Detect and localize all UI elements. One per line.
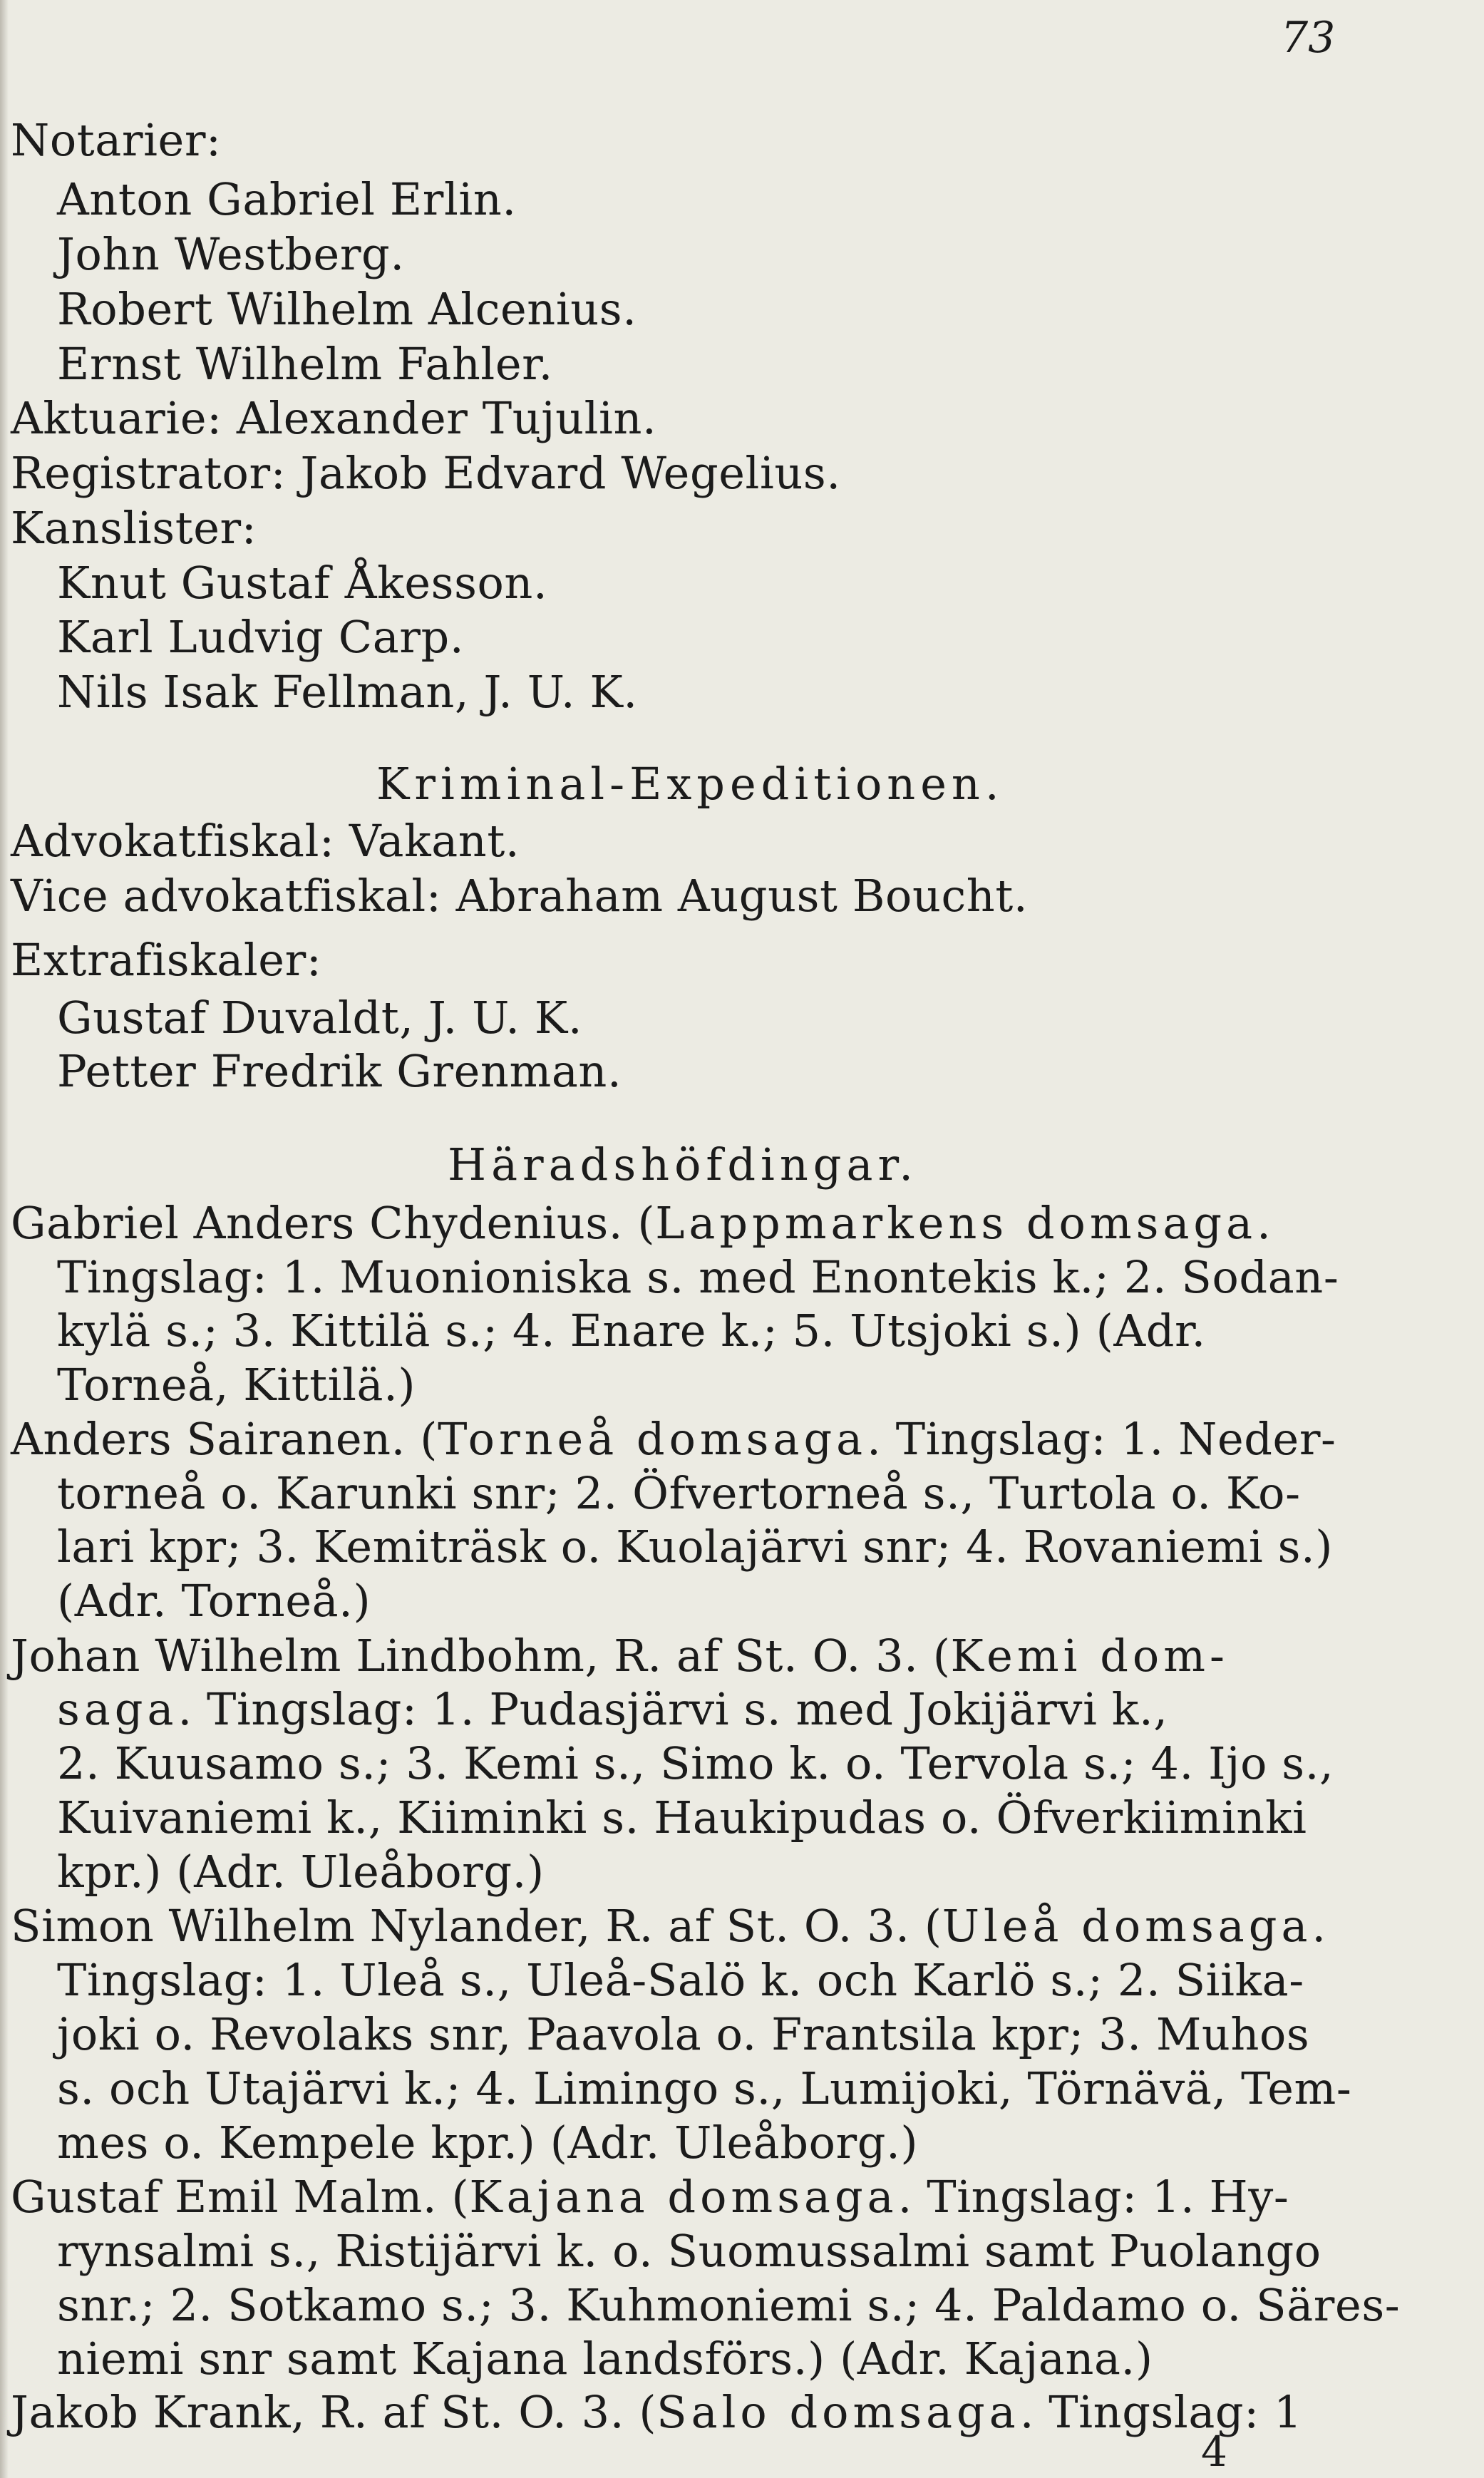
entry-line <box>11 1198 1271 1249</box>
notarier-name: Anton Gabriel Erlin. <box>57 173 517 225</box>
entry-text: Anders Sairanen. ( <box>11 1413 438 1465</box>
entry-line: Tingslag: 1. Muonioniska s. med Enontekis k.; 2. Sodan- <box>57 1251 1339 1303</box>
extrafiskaler-label: Extrafiskaler: <box>11 934 322 986</box>
entry-line: s. och Utajärvi k.; 4. Limingo s., Lumijoki, Törnävä, Tem- <box>57 2062 1352 2114</box>
kanslister-label: Kanslister: <box>11 502 257 554</box>
entry-line: niemi snr samt Kajana landsförs.) (Adr. Kajana.) <box>57 2333 1153 2385</box>
entry-line: torneå o. Karunki snr; 2. Öfvertorneå s., Turtola o. Ko- <box>57 1467 1301 1519</box>
entry-line <box>11 1901 1326 1952</box>
kanslister-name: Knut Gustaf Åkesson. <box>57 557 548 609</box>
haradshofdingar-heading: Häradshöfdingar. <box>448 1138 918 1191</box>
entry-line: lari kpr; 3. Kemiträsk o. Kuolajärvi snr; 4. Rovaniemi s.) <box>57 1521 1334 1573</box>
domsaga-name: Torneå domsaga <box>438 1413 867 1465</box>
entry-line <box>57 1684 1168 1735</box>
kanslister-name: Nils Isak Fellman, J. U. K. <box>57 666 638 718</box>
entry-line: snr.; 2. Sotkamo s.; 3. Kuhmoniemi s.; 4. Paldamo o. Säres- <box>57 2279 1401 2331</box>
entry-line: Tingslag: 1. Uleå s., Uleå-Salö k. och Karlö s.; 2. Siika- <box>57 1954 1304 2006</box>
entry-line <box>11 1414 1336 1465</box>
entry-text: Gustaf Emil Malm. ( <box>11 2171 470 2223</box>
extrafiskal-name: Gustaf Duvaldt, J. U. K. <box>57 992 583 1044</box>
registrator-line: Registrator: Jakob Edvard Wegelius. <box>11 447 841 499</box>
domsaga-name: Lappmarkens domsaga <box>655 1197 1257 1249</box>
entry-text: . Tingslag: 1. Neder- <box>867 1413 1336 1465</box>
aktuarie-line: Aktuarie: Alexander Tujulin. <box>11 392 657 444</box>
domsaga-name: Kemi dom- <box>950 1630 1229 1682</box>
notarier-name: John Westberg. <box>57 228 405 280</box>
entry-line: rynsalmi s., Ristijärvi k. o. Suomussalmi samt Puolango <box>57 2225 1321 2277</box>
signature-mark: 4 <box>1201 2427 1227 2476</box>
entry-line: kpr.) (Adr. Uleåborg.) <box>57 1846 545 1898</box>
page-binding-shadow <box>0 0 9 2478</box>
entry-line: joki o. Revolaks snr, Paavola o. Frantsila kpr; 3. Muhos <box>57 2008 1310 2060</box>
extrafiskal-name: Petter Fredrik Grenman. <box>57 1045 622 1097</box>
entry-text: . <box>1257 1197 1272 1249</box>
notarier-label: Notarier: <box>11 114 222 166</box>
entry-text: Simon Wilhelm Nylander, R. af St. O. 3. ( <box>11 1900 942 1952</box>
entry-line <box>11 2171 1289 2223</box>
domsaga-name: Uleå domsaga <box>942 1900 1312 1952</box>
entry-text: Gabriel Anders Chydenius. ( <box>11 1197 656 1249</box>
entry-line: mes o. Kempele kpr.) (Adr. Uleåborg.) <box>57 2117 919 2169</box>
entry-line: 2. Kuusamo s.; 3. Kemi s., Simo k. o. Tervola s.; 4. Ijo s., <box>57 1737 1334 1789</box>
entry-text: . Tingslag: 1 <box>1019 2386 1303 2438</box>
entry-line <box>11 1630 1229 1682</box>
entry-line: kylä s.; 3. Kittilä s.; 4. Enare k.; 5. Utsjoki s.) (Adr. <box>57 1305 1206 1357</box>
entry-line: Kuivaniemi k., Kiiminki s. Haukipudas o. Öfverkiiminki <box>57 1791 1307 1844</box>
vice-advokatfiskal-line: Vice advokatfiskal: Abraham August Boucht. <box>11 870 1029 922</box>
entry-line: Torneå, Kittilä.) <box>57 1359 416 1411</box>
entry-text: Jakob Krank, R. af St. O. 3. ( <box>11 2386 657 2438</box>
domsaga-name: saga <box>57 1683 178 1735</box>
entry-line <box>11 2387 1302 2438</box>
entry-text: . Tingslag: 1. Pudasjärvi s. med Jokijärvi k., <box>177 1683 1168 1735</box>
kriminal-heading: Kriminal-Expeditionen. <box>376 758 1004 810</box>
domsaga-name: Salo domsaga <box>656 2386 1020 2438</box>
entry-line: (Adr. Torneå.) <box>57 1575 371 1627</box>
domsaga-name: Kajana domsaga <box>469 2171 898 2223</box>
notarier-name: Ernst Wilhelm Fahler. <box>57 338 553 390</box>
page-number: 73 <box>1281 13 1336 63</box>
entry-text: . <box>1312 1900 1326 1952</box>
entry-text: Johan Wilhelm Lindbohm, R. af St. O. 3. ( <box>11 1630 951 1682</box>
kanslister-name: Karl Ludvig Carp. <box>57 611 465 663</box>
notarier-name: Robert Wilhelm Alcenius. <box>57 283 637 335</box>
advokatfiskal-line: Advokatfiskal: Vakant. <box>11 815 520 867</box>
entry-text: . Tingslag: 1. Hy- <box>897 2171 1289 2223</box>
